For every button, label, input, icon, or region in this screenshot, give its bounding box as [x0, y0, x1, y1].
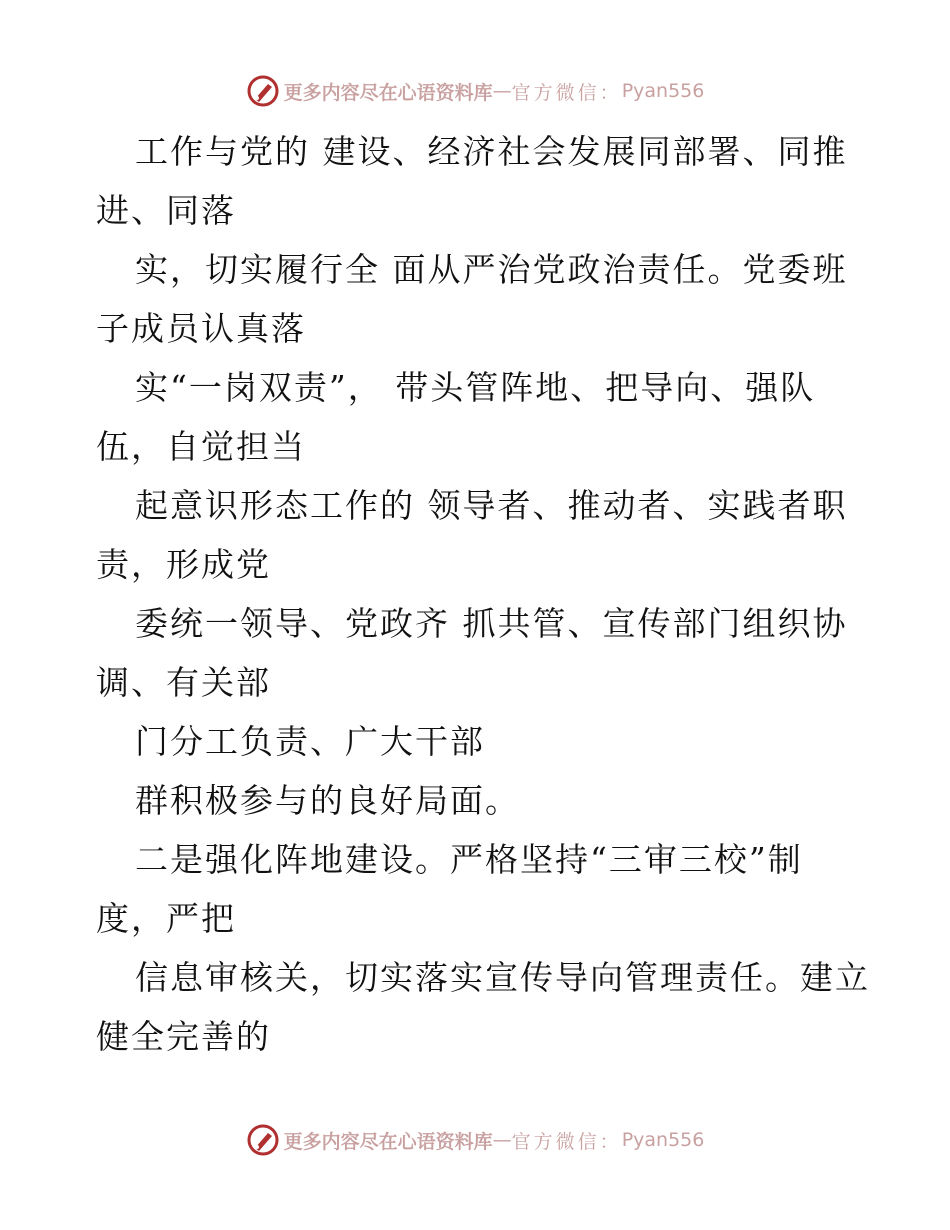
footer-watermark	[0, 1120, 950, 1160]
body-line: 实“一岗双责”， 带头管阵地、把导向、强队	[135, 368, 816, 407]
watermark-official-label: 官方微信：	[511, 81, 622, 104]
header-watermark	[0, 71, 950, 111]
body-line: 度，严把	[96, 899, 236, 938]
pen-logo-icon	[246, 1123, 280, 1157]
body-line: 责，形成党	[96, 545, 271, 584]
body-line: 伍，自觉担当	[96, 427, 306, 466]
body-line: 实，切实履行全 面从严治党政治责任。党委班	[135, 250, 848, 289]
body-line: 调、有关部	[96, 663, 271, 702]
body-line: 群积极参与的良好局面。	[135, 781, 520, 820]
watermark-wechat-id: Pyan556	[621, 1129, 705, 1151]
body-line: 二是强化阵地建设。严格坚持“三审三校”制	[135, 840, 803, 879]
body-line: 进、同落	[96, 191, 236, 230]
document-body	[96, 122, 870, 1066]
pen-logo-icon	[246, 74, 280, 108]
body-line: 子成员认真落	[96, 309, 306, 348]
watermark-dash: —	[492, 1129, 512, 1151]
body-line: 委统一领导、党政齐 抓共管、宣传部门组织协	[135, 604, 848, 643]
body-line: 健全完善的	[96, 1017, 271, 1056]
watermark-dash: —	[492, 80, 512, 102]
watermark-wechat-id: Pyan556	[621, 80, 705, 102]
body-line: 起意识形态工作的 领导者、推动者、实践者职	[135, 486, 848, 525]
body-line: 信息审核关，切实落实宣传导向管理责任。建立	[135, 958, 870, 997]
watermark-site-text: 更多内容尽在心语资料库	[283, 1130, 493, 1153]
body-line: 门分工负责、广大干部	[135, 722, 485, 761]
body-line: 工作与党的 建设、经济社会发展同部署、同推	[135, 132, 848, 171]
watermark-site-text: 更多内容尽在心语资料库	[283, 81, 493, 104]
watermark-official-label: 官方微信：	[511, 1130, 622, 1153]
